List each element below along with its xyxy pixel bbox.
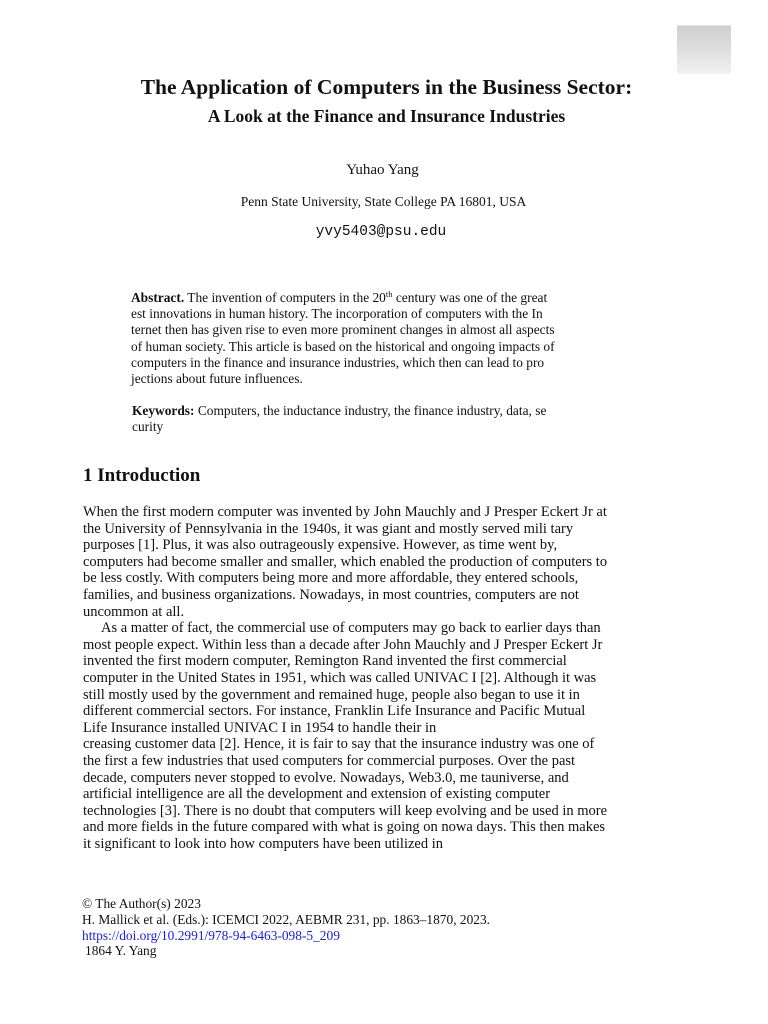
keywords-label: Keywords:	[132, 403, 195, 418]
paragraph-line: invented the first modern computer, Remington Rand invented the first commercial	[83, 653, 567, 670]
doi-link[interactable]: https://doi.org/10.2991/978-94-6463-098-5_209	[82, 928, 340, 943]
abstract	[131, 290, 631, 387]
abstract-superscript: th	[385, 289, 393, 299]
abstract-text: century was one of the great	[392, 290, 548, 305]
abstract-line	[131, 290, 631, 306]
paragraph-line: purposes [1]. Plus, it was also outrageously expensive. However, as time went by,	[83, 537, 558, 554]
paragraph-line: it significant to look into how computers have been utilized in	[83, 835, 444, 852]
paragraph-line: computer in the United States in 1951, which was called UNIVAC I [2]. Although it was	[83, 669, 597, 686]
paragraph-line: the first a few industries that used computers for commercial purposes. Over the past	[83, 752, 576, 769]
paragraph-line: decade, computers never stopped to evolve. Nowadays, Web3.0, me tauniverse, and	[83, 769, 569, 786]
paragraph-line: most people expect. Within less than a decade after John Mauchly and J Presper Eckert Jr	[83, 636, 603, 653]
footer	[82, 896, 682, 944]
paragraph-line: different commercial sectors. For instance, Franklin Life Insurance and Pacific Mutual	[83, 703, 586, 720]
abstract-label: Abstract.	[131, 290, 185, 305]
author-affiliation: Penn State University, State College PA 16801, USA	[240, 194, 527, 209]
paragraph-line: computers had become smaller and smaller, which enabled the production of computers to	[83, 553, 608, 570]
paragraph-line: creasing customer data [2]. Hence, it is fair to say that the insurance industry was one of	[83, 736, 595, 753]
keywords-line: curity	[132, 419, 164, 435]
paragraph-line: technologies [3]. There is no doubt that computers will keep evolving and be used in more	[83, 802, 608, 819]
abstract-text: The invention of computers in the 20	[184, 290, 386, 305]
body-text	[83, 504, 691, 852]
keywords-text: Computers, the inductance industry, the finance industry, data, se	[194, 403, 547, 418]
abstract-line: est innovations in human history. The incorporation of computers with the In	[131, 306, 543, 322]
paper-subtitle: A Look at the Finance and Insurance Industries	[207, 106, 566, 126]
keywords-line	[132, 403, 632, 419]
abstract-line: jections about future influences.	[131, 371, 303, 387]
corner-decoration	[677, 25, 731, 74]
paragraph-line: families, and business organizations. Nowadays, in most countries, computers are not	[83, 586, 579, 603]
author-email: yvy5403@psu.edu	[315, 224, 447, 240]
section-number: 1	[83, 465, 93, 486]
author-name: Yuhao Yang	[346, 162, 419, 178]
paragraph-line: uncommon at all.	[83, 603, 185, 620]
paragraph-line: and more fields in the future compared with what is going on nowa days. This then makes	[83, 819, 606, 836]
paragraph-line: When the first modern computer was invented by John Mauchly and J Presper Eckert Jr at	[83, 504, 607, 520]
paragraph-line: As a matter of fact, the commercial use of computers may go back to earlier days than	[101, 620, 601, 637]
abstract-line: ternet then has given rise to even more prominent changes in almost all aspects	[131, 322, 555, 338]
doi-line	[82, 928, 682, 944]
paragraph-line: artificial intelligence are all the development and extension of existing computer	[83, 786, 551, 803]
running-head: 1864 Y. Yang	[85, 943, 157, 958]
paragraph-line: the University of Pennsylvania in the 1940s, it was giant and mostly served mili tary	[83, 520, 574, 537]
citation: H. Mallick et al. (Eds.): ICEMCI 2022, AEBMR 231, pp. 1863–1870, 2023.	[82, 912, 491, 927]
copyright-notice: © The Author(s) 2023	[82, 896, 201, 911]
section-heading	[83, 464, 200, 488]
abstract-line: of human society. This article is based on the historical and ongoing impacts of	[131, 338, 555, 354]
abstract-line: computers in the finance and insurance industries, which then can lead to pro	[131, 354, 545, 370]
paragraph-line: be less costly. With computers being more and more affordable, they entered schools,	[83, 570, 579, 587]
section-title: Introduction	[97, 465, 201, 486]
paper-title: The Application of Computers in the Business Sector:	[140, 75, 633, 99]
paragraph-line: Life Insurance installed UNIVAC I in 1954 to handle their in	[83, 719, 437, 736]
keywords	[132, 403, 632, 435]
paragraph-line: still mostly used by the government and remained huge, people also began to use it in	[83, 686, 580, 703]
